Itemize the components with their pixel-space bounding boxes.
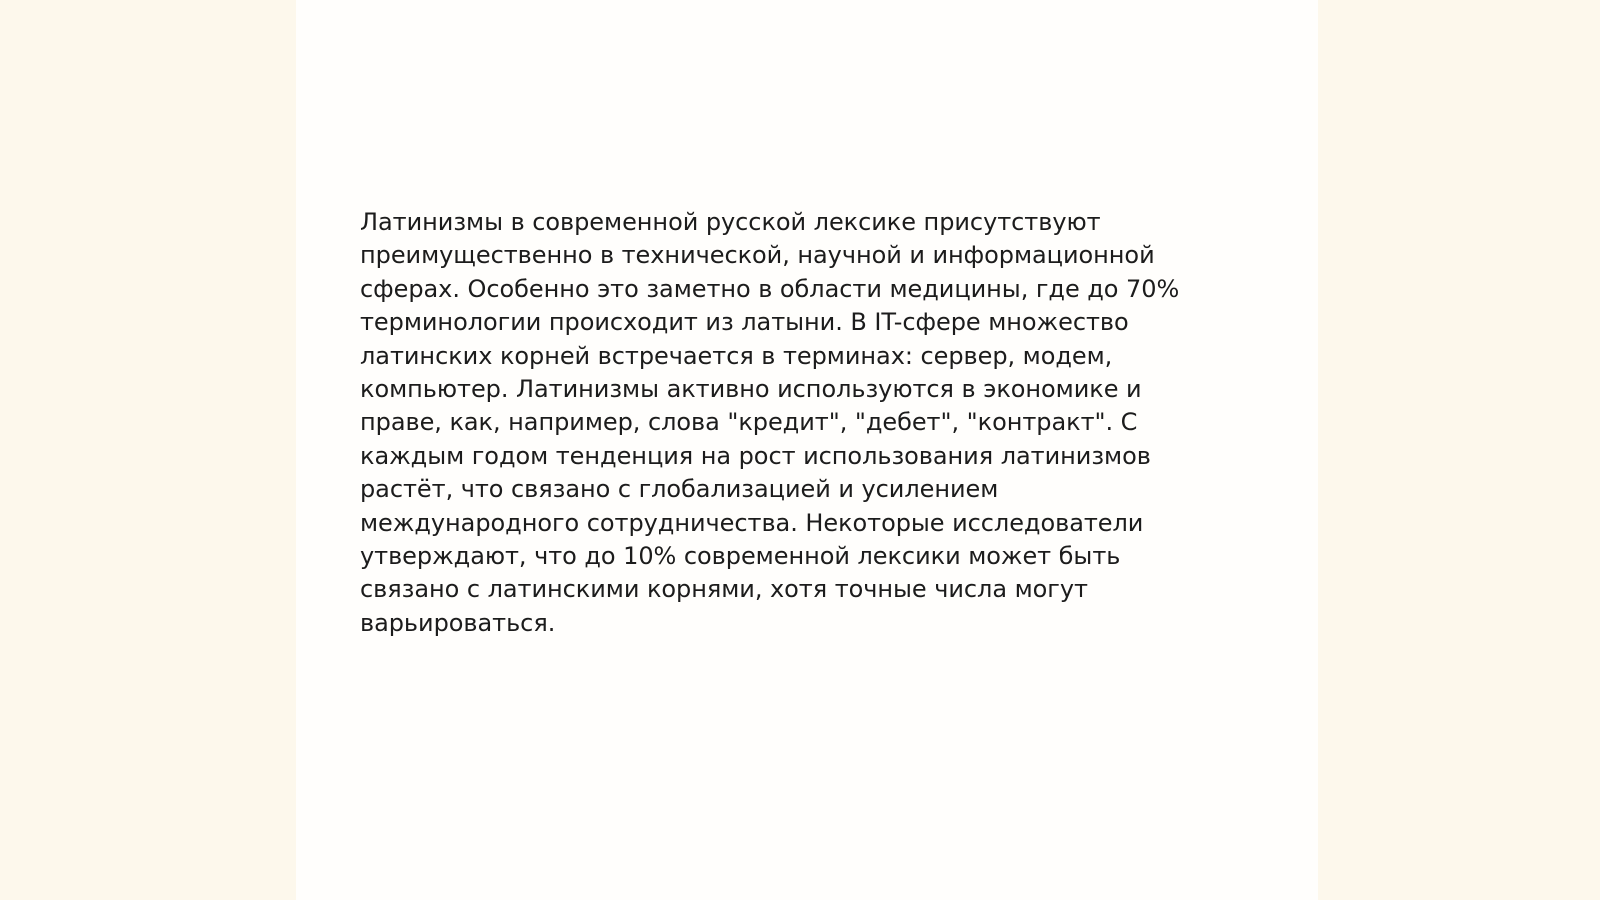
paragraph-line: преимущественно в технической, научной и информационной — [360, 241, 1155, 270]
paragraph-line: растёт, что связано с глобализацией и усилением — [360, 475, 999, 504]
paragraph-line: каждым годом тенденция на рост использования латинизмов — [360, 441, 1151, 470]
paragraph-line: терминологии происходит из латыни. В IT-сфере множество — [360, 308, 1129, 337]
paragraph-line: варьироваться. — [360, 608, 556, 637]
paragraph-line: утверждают, что до 10% современной лексики может быть — [360, 542, 1121, 571]
paragraph-line: сферах. Особенно это заметно в области медицины, где до 70% — [360, 274, 1180, 303]
paragraph-line: международного сотрудничества. Некоторые исследователи — [360, 508, 1144, 537]
paragraph-line: компьютер. Латинизмы активно используются в экономике и — [360, 375, 1142, 404]
paragraph-line: праве, как, например, слова "кредит", "дебет", "контракт". С — [360, 408, 1138, 437]
paragraph-line: Латинизмы в современной русской лексике присутствуют — [360, 208, 1101, 236]
paragraph-line: латинских корней встречается в терминах: сервер, модем, — [360, 341, 1113, 370]
paragraph-line: связано с латинскими корнями, хотя точные числа могут — [360, 575, 1088, 604]
body-paragraph — [360, 206, 1240, 640]
